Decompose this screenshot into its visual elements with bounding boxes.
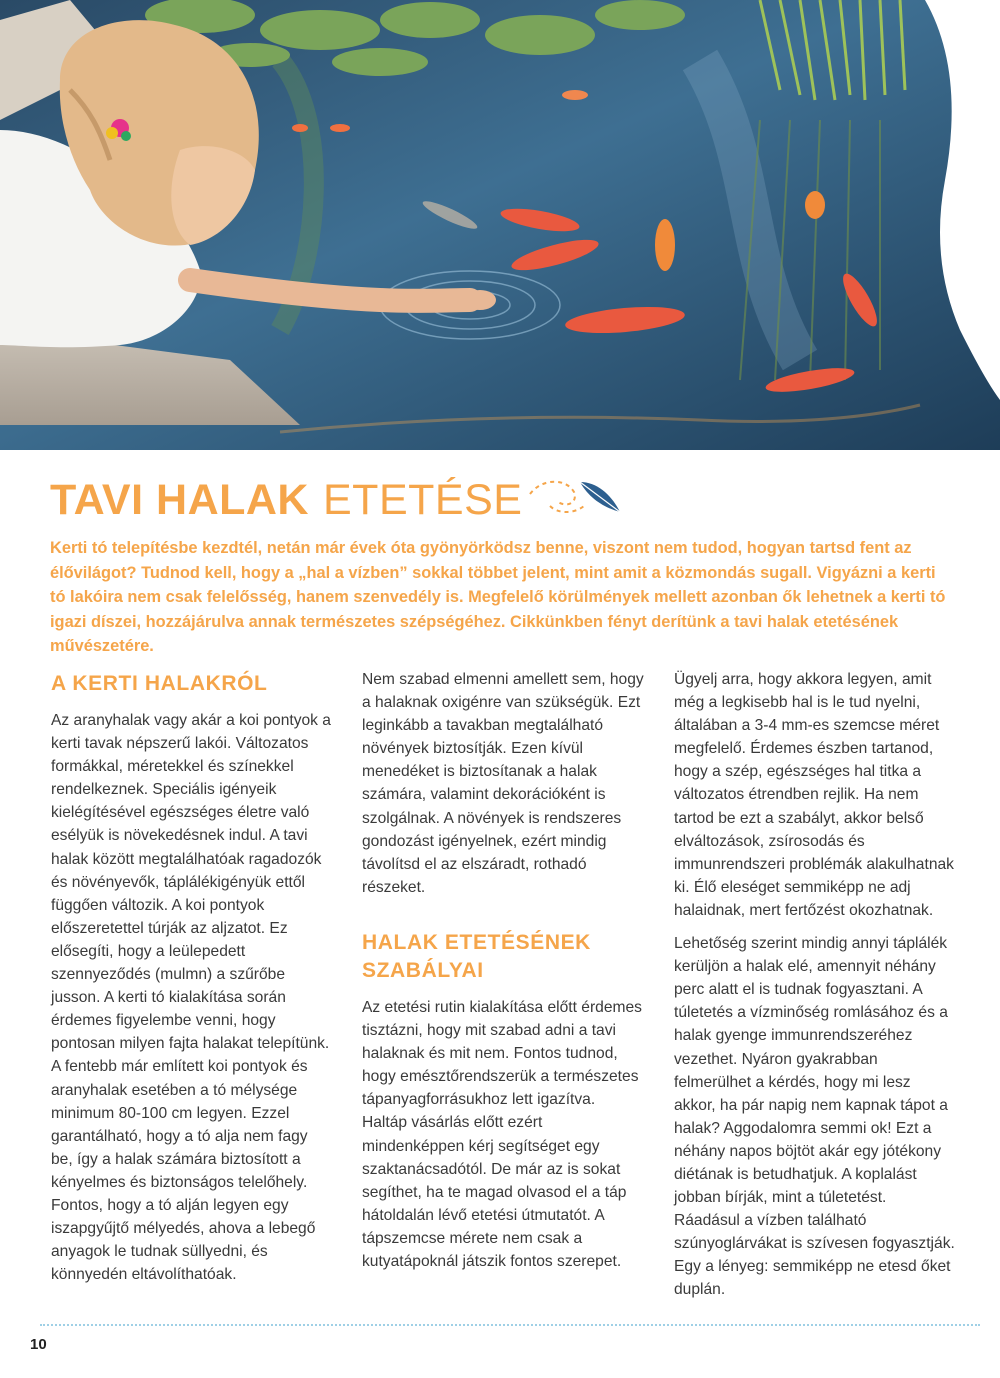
column-3-paragraph-2: Lehetőség szerint mindig annyi táplálék kerüljön a halak elé, amennyit néhány perc alatt el is tudnak fogyasztani. A túletetés a vízminőség romlásához és a halak gyenge immunrendszeréhez vezethet. Nyáron gyakrabban felmerülhet a kérdés, hogy mi lesz akkor, ha pár napig nem kapnak tápot a halak? Aggodalomra semmi ok! Ezt a néhány napos böjtöt akár egy jótékony diétának is betudhatjuk. A koplalást jobban bírják, mint a túletetést. Ráadásul a vízben található szúnyoglárvákat is szívesen fogyasztják. Egy a lényeg: semmiképp ne etesd őket duplán. <box>674 935 955 1299</box>
hero-photo <box>0 0 1000 450</box>
lead-paragraph: Kerti tó telepítésbe kezdtél, netán már évek óta gyönyörködsz benne, viszont nem tudod, hogyan tartsd fent az élővilágot? Tudnod kell, hogy a „hal a vízben” sokkal többet jelent, mint amit a közmondás sugall. Vigyázni a kerti tó lakóira nem csak felelősség, hanem szenvedély is. Megfelelő körülmények mellett azonban ők lehetnek a kerti tó igazi díszei, hozzájárulva annak természetes szépségéhez. Cikkünkben fényt derítünk a tavi halak etetésének művészetére. <box>50 539 946 655</box>
title-light: ETETÉSE <box>323 475 523 524</box>
column-2-intro: Nem szabad elmenni amellett sem, hogy a halaknak oxigénre van szükségük. Ezt leginkább a tavakban megtalálható növények biztosítják. Ezen kívül menedéket is biztosítanak a halak számára, valamint dekorációként is szolgálnak. A növények is rendszeres gondozást igényelnek, ezért mindig távolítsd el az elszáradt, rothadó részeket. <box>362 671 644 896</box>
article-title <box>50 470 623 530</box>
column-1-text: Az aranyhalak vagy akár a koi pontyok a kerti tavak népszerű lakói. Változatos formákkal, méretekkel és színekkel rendelkeznek. Speciális igényeik kielégítésével egészséges életre való esélyük is növekedésnek indul. A tavi halak között megtalálhatóak ragadozók és növényevők, táplálékigényük ettől függően változik. A koi pontyok előszeretettel túrják az aljzatot. Ez elősegíti, hogy a leülepedett szennyeződés (mulmn) a szűrőbe jusson. A kerti tó kialakítása során érdemes figyelembe venni, hogy pontosan milyen fajta halakat telepítünk. A fentebb már említett koi pontyok és aranyhalak esetében a tó mélysége minimum 80-100 cm legyen. Ezzel garantálható, hogy a tó alja nem fagy be, így a halak számára biztosított a kényelmes és biztonságos telelőhely. Fontos, hogy a tó alján legyen egy iszapgyűjtő mélyedés, ahova a lebegő anyagok le tudnak süllyedni, és könnyedén eltávolíthatóak. <box>51 712 331 1284</box>
section-heading-etetes-szabalyai: HALAK ETETÉSÉNEK SZABÁLYAI <box>362 930 591 982</box>
page-number: 10 <box>30 1336 47 1353</box>
column-2-text: Az etetési rutin kialakítása előtt érdemes tisztázni, hogy mit szabad adni a tavi halaknak és mit nem. Fontos tudnod, hogy emésztőrendszerük a természetes tápanyagforrásukhoz lett igazítva. Haltáp vásárlás előtt ezért mindenképpen kérj segítséget egy szaktanácsadótól. De már az is sokat segíthet, ha te magad olvasod el a táp hátoldalán lévő etetési útmutatót. A tápszemcse mérete nem csak a kutyatápoknál játszik fontos szerepet. <box>362 998 642 1270</box>
feather-icon <box>528 474 623 527</box>
footer-divider <box>40 1324 980 1326</box>
column-2 <box>362 668 644 1273</box>
column-3-paragraph-1: Ügyelj arra, hogy akkora legyen, amit még a legkisebb hal is le tud nyelni, általában a 3-4 mm-es szemcse méret megfelelő. Érdemes észben tartanod, hogy a szép, egészséges hal titka a változatos étrendben rejlik. Ha nem tartod be ezt a szabályt, akkor belső elváltozások, zsírosodás és immunrendszeri problémák alakulhatnak ki. Élő eleséget semmiképp ne adj halaidnak, mert fertőzést okozhatnak. <box>674 671 954 919</box>
title-bold: TAVI HALAK <box>50 475 309 524</box>
column-3 <box>674 668 956 1302</box>
section-heading-kerti-halakrol: A KERTI HALAKRÓL <box>51 672 268 695</box>
column-1 <box>51 668 333 1286</box>
